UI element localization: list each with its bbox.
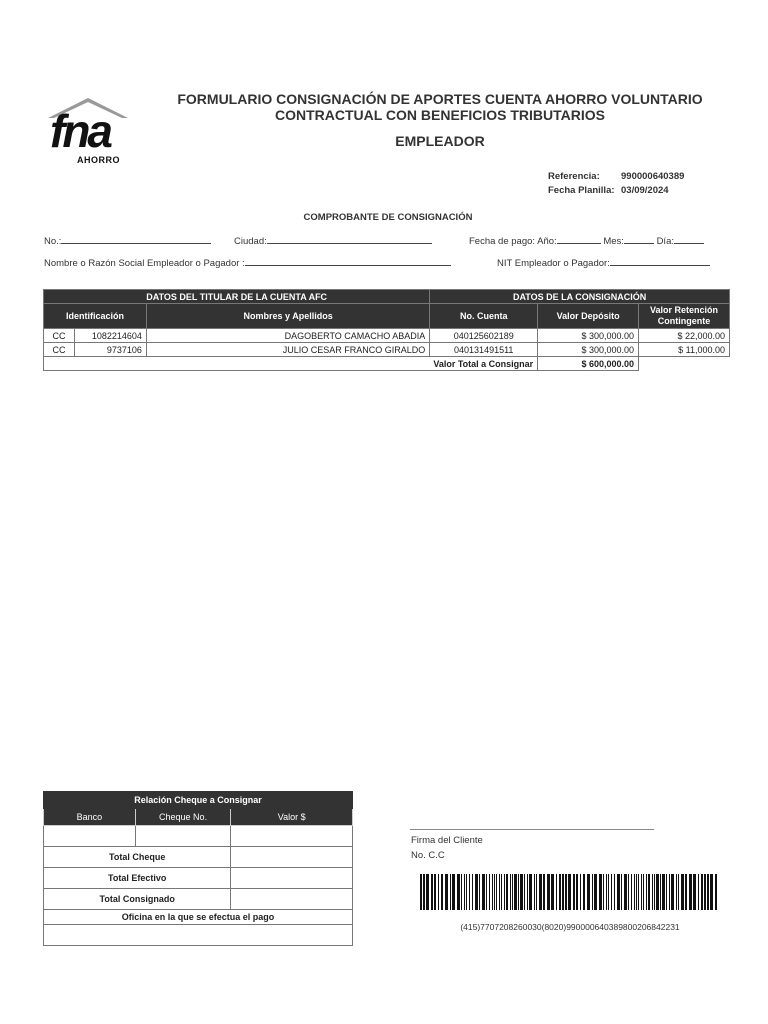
voucher-title: COMPROBANTE DE CONSIGNACIÓN bbox=[303, 212, 473, 223]
date-label: Fecha Planilla: bbox=[548, 185, 615, 196]
employer-name-label: Nombre o Razón Social Empleador o Pagador : bbox=[44, 258, 245, 269]
total-deposited-label: Total Consignado bbox=[44, 889, 231, 910]
table-row bbox=[44, 343, 730, 357]
total-cheque-cell[interactable] bbox=[231, 847, 353, 868]
retention-value: $ 22,000.00 bbox=[639, 329, 730, 343]
payment-date-label: Fecha de pago: Año: bbox=[469, 236, 557, 247]
signature-id-label: No. C.C bbox=[411, 850, 445, 861]
employer-nit-label: NIT Empleador o Pagador: bbox=[497, 258, 610, 269]
month-label: Mes: bbox=[603, 236, 624, 247]
voucher-no-field bbox=[44, 235, 211, 247]
retention-value: $ 11,000.00 bbox=[639, 343, 730, 357]
cheque-table bbox=[43, 791, 353, 946]
total-cheque-label: Total Cheque bbox=[44, 847, 231, 868]
date-value: 03/09/2024 bbox=[621, 185, 669, 196]
deposit-value: $ 300,000.00 bbox=[538, 329, 639, 343]
office-cell[interactable] bbox=[44, 925, 353, 946]
account-number: 040125602189 bbox=[430, 329, 538, 343]
col-cuenta: No. Cuenta bbox=[430, 304, 538, 329]
group-header-deposit: DATOS DE LA CONSIGNACIÓN bbox=[430, 290, 730, 304]
holder-name: DAGOBERTO CAMACHO ABADIA bbox=[146, 329, 429, 343]
total-cash-cell[interactable] bbox=[231, 868, 353, 889]
fna-logo-sub: AHORRO bbox=[77, 155, 120, 165]
fna-logo: fna bbox=[50, 105, 110, 157]
total-value: $ 600,000.00 bbox=[538, 357, 639, 371]
id-type: CC bbox=[44, 343, 75, 357]
cheque-table-title: Relación Cheque a Consignar bbox=[44, 792, 353, 809]
account-number: 040131491511 bbox=[430, 343, 538, 357]
id-number: 1082214604 bbox=[74, 329, 146, 343]
total-deposited-cell[interactable] bbox=[231, 889, 353, 910]
city-label: Ciudad: bbox=[234, 236, 267, 247]
barcode-text: (415)7707208260030(8020)990000640389800206842231 bbox=[460, 922, 680, 932]
group-header-holder: DATOS DEL TITULAR DE LA CUENTA AFC bbox=[44, 290, 430, 304]
day-label: Día: bbox=[656, 236, 674, 247]
col-banco: Banco bbox=[44, 809, 136, 826]
col-cheque-no: Cheque No. bbox=[135, 809, 231, 826]
id-number: 9737106 bbox=[74, 343, 146, 357]
col-deposito: Valor Depósito bbox=[538, 304, 639, 329]
col-retencion: Valor Retención Contingente bbox=[639, 304, 730, 329]
holder-name: JULIO CESAR FRANCO GIRALDO bbox=[146, 343, 429, 357]
employer-name-field bbox=[44, 257, 451, 269]
signature-line bbox=[410, 829, 654, 830]
col-nombres: Nombres y Apellidos bbox=[146, 304, 429, 329]
cheque-value-cell[interactable] bbox=[231, 826, 353, 847]
form-title-line1: FORMULARIO CONSIGNACIÓN DE APORTES CUENTA AHORRO VOLUNTARIO bbox=[177, 91, 703, 107]
barcode-icon bbox=[420, 874, 720, 910]
cheque-no-cell[interactable] bbox=[135, 826, 231, 847]
total-label: Valor Total a Consignar bbox=[44, 357, 538, 371]
col-identificacion: Identificación bbox=[44, 304, 147, 329]
table-row bbox=[44, 329, 730, 343]
office-label: Oficina en la que se efectua el pago bbox=[44, 910, 353, 925]
bank-cell[interactable] bbox=[44, 826, 136, 847]
reference-label: Referencia: bbox=[548, 171, 600, 182]
voucher-no-label: No.: bbox=[44, 236, 62, 247]
city-field bbox=[234, 235, 432, 247]
reference-value: 990000640389 bbox=[621, 171, 685, 182]
id-type: CC bbox=[44, 329, 75, 343]
col-valor: Valor $ bbox=[231, 809, 353, 826]
deposit-value: $ 300,000.00 bbox=[538, 343, 639, 357]
deposit-table bbox=[43, 289, 730, 371]
total-cash-label: Total Efectivo bbox=[44, 868, 231, 889]
payment-date-field bbox=[469, 235, 704, 247]
employer-nit-field bbox=[497, 257, 710, 269]
form-subtitle: EMPLEADOR bbox=[395, 133, 485, 149]
signature-label: Firma del Cliente bbox=[411, 835, 483, 846]
form-title-line2: CONTRACTUAL CON BENEFICIOS TRIBUTARIOS bbox=[274, 107, 606, 123]
